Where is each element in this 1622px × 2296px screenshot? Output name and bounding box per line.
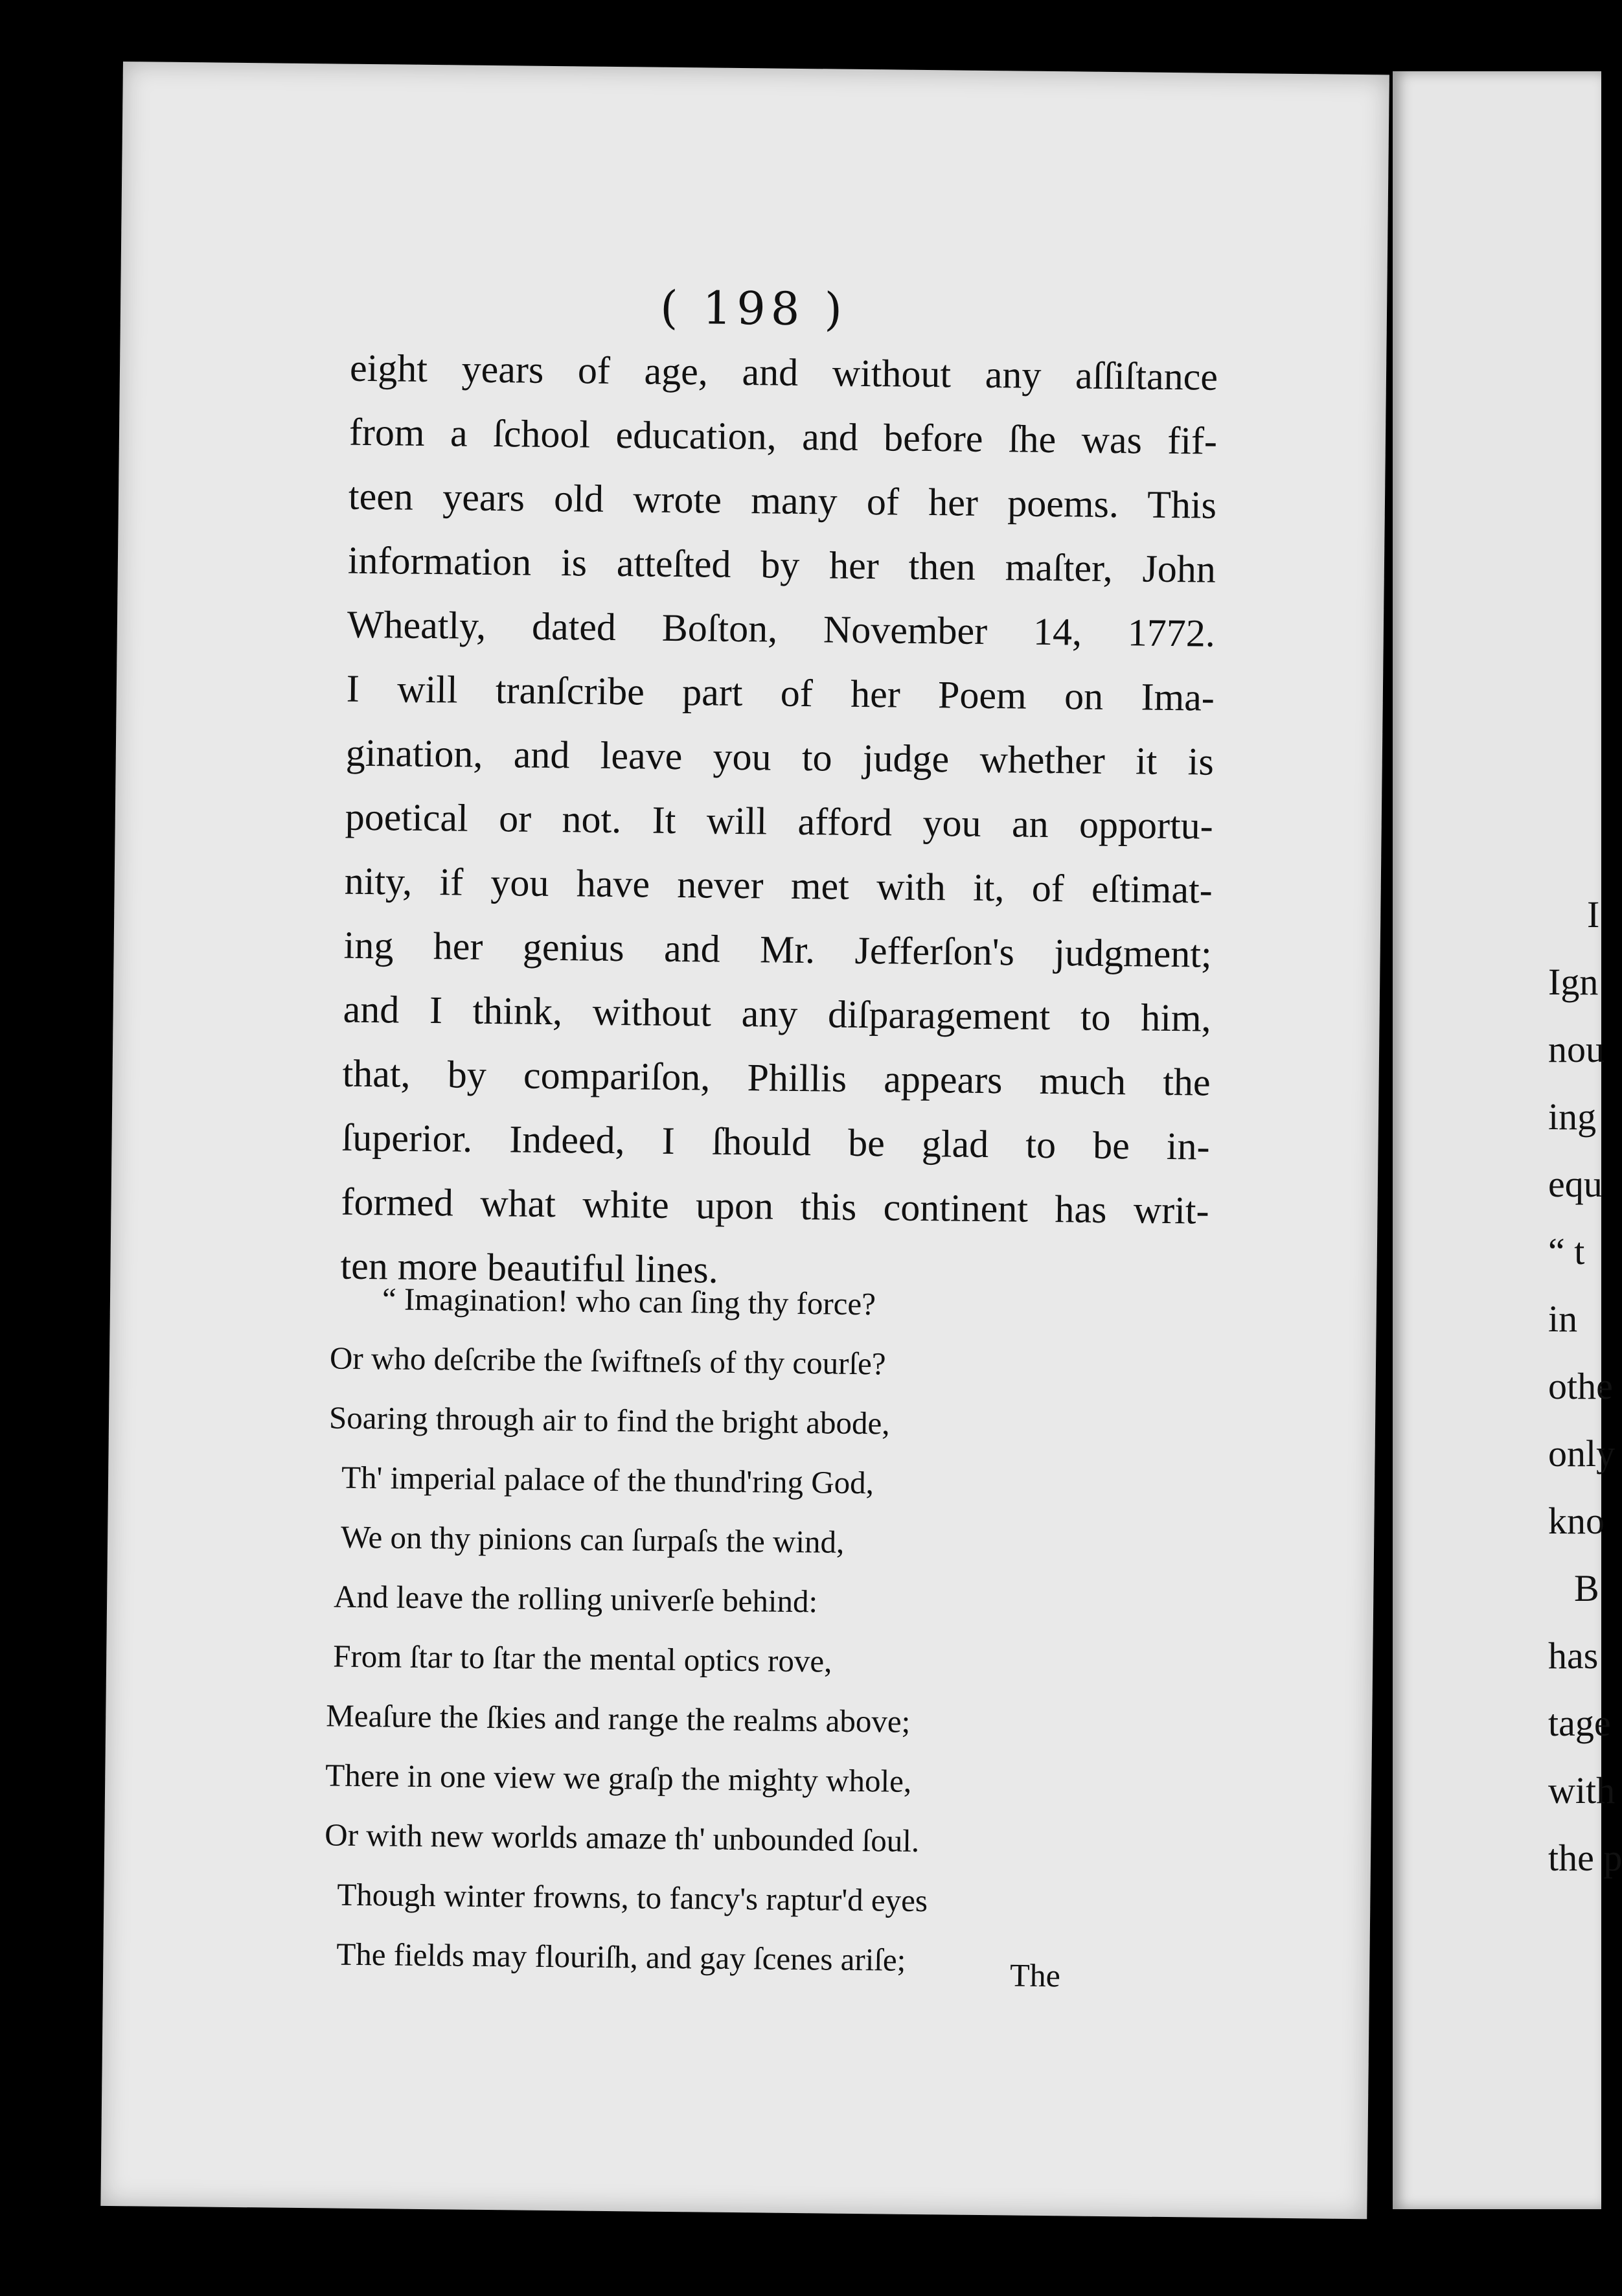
right-page-fragment: ing bbox=[1548, 1096, 1597, 1138]
poem-line: The fields may flouriſh, and gay ſcenes ariſe; bbox=[336, 1936, 906, 1978]
prose-line: nity, if you have never met with it, of eſtimat- bbox=[344, 859, 1213, 912]
right-page-fragment: Ign bbox=[1548, 961, 1599, 1003]
catchword: The bbox=[1009, 1957, 1061, 1994]
right-page-fragment: with bbox=[1548, 1769, 1616, 1811]
prose-line: Wheatly, dated Boſton, November 14, 1772. bbox=[347, 603, 1216, 655]
right-page-fragment: othe bbox=[1548, 1365, 1613, 1407]
poem-line: Or who deſcribe the ſwiftneſs of thy courſe? bbox=[329, 1340, 886, 1382]
prose-line: information is atteſted by her then maſter, John bbox=[347, 538, 1216, 591]
prose-line: ten more beautiful lines. bbox=[340, 1244, 719, 1291]
poem-block bbox=[297, 1269, 1211, 1993]
left-page bbox=[100, 62, 1389, 2219]
prose-line: teen years old wrote many of her poems. This bbox=[348, 474, 1217, 527]
right-page-fragment: in bbox=[1548, 1298, 1578, 1340]
poem-line: From ſtar to ſtar the mental optics rove, bbox=[332, 1638, 832, 1679]
prose-line: and I think, without any diſparagement to him, bbox=[343, 987, 1211, 1040]
page-number: ( 198 ) bbox=[659, 281, 848, 336]
poem-line: Or with new worlds amaze th' unbounded ſoul. bbox=[325, 1817, 920, 1859]
prose-line: gination, and leave you to judge whether it is bbox=[345, 731, 1215, 783]
right-page-fragment: kno bbox=[1548, 1500, 1605, 1542]
right-page-fragment: only bbox=[1548, 1432, 1616, 1475]
right-page-fragment: tage bbox=[1548, 1702, 1611, 1744]
poem-line: “ Imagination! who can ſing thy force? bbox=[382, 1281, 876, 1322]
prose-line: formed what white upon this continent has writ- bbox=[341, 1180, 1209, 1232]
prose-block bbox=[340, 336, 1218, 1307]
prose-line: that, by compariſon, Phillis appears much the bbox=[342, 1051, 1211, 1104]
right-page-fragment: the p bbox=[1548, 1837, 1622, 1879]
prose-line: poetical or not. It will afford you an opportu- bbox=[345, 795, 1214, 847]
prose-line: from a ſchool education, and before ſhe was fif- bbox=[348, 410, 1218, 463]
right-page-fragment: B bbox=[1574, 1567, 1599, 1609]
poem-line: And leave the rolling univerſe behind: bbox=[333, 1578, 818, 1620]
poem-line: Though winter frowns, to fancy's raptur'd eyes bbox=[337, 1876, 928, 1919]
poem-line: Meaſure the ſkies and range the realms above; bbox=[325, 1697, 911, 1739]
right-page-fragment: equ bbox=[1548, 1163, 1603, 1205]
poem-line: We on thy pinions can ſurpaſs the wind, bbox=[340, 1519, 845, 1560]
prose-line: ing her genius and Mr. Jefferſon's judgment; bbox=[343, 923, 1213, 976]
prose-line: I will tranſcribe part of her Poem on Ima- bbox=[346, 667, 1215, 719]
right-page-text bbox=[1548, 881, 1622, 1892]
prose-line: eight years of age, and without any aſſiſtance bbox=[349, 346, 1218, 398]
right-page-edge bbox=[1393, 71, 1622, 2209]
prose-line: ſuperior. Indeed, I ſhould be glad to be in- bbox=[341, 1116, 1210, 1168]
right-page-fragment: I bbox=[1587, 893, 1600, 936]
poem-line: Th' imperial palace of the thund'ring God, bbox=[341, 1459, 874, 1501]
poem-line: There in one view we graſp the mighty whole, bbox=[325, 1757, 912, 1799]
poem-line: Soaring through air to find the bright abode, bbox=[328, 1399, 890, 1441]
right-page-fragment: “ t bbox=[1548, 1230, 1585, 1272]
right-page-fragment: has bbox=[1548, 1635, 1599, 1677]
right-page-fragment: nou bbox=[1548, 1028, 1605, 1070]
